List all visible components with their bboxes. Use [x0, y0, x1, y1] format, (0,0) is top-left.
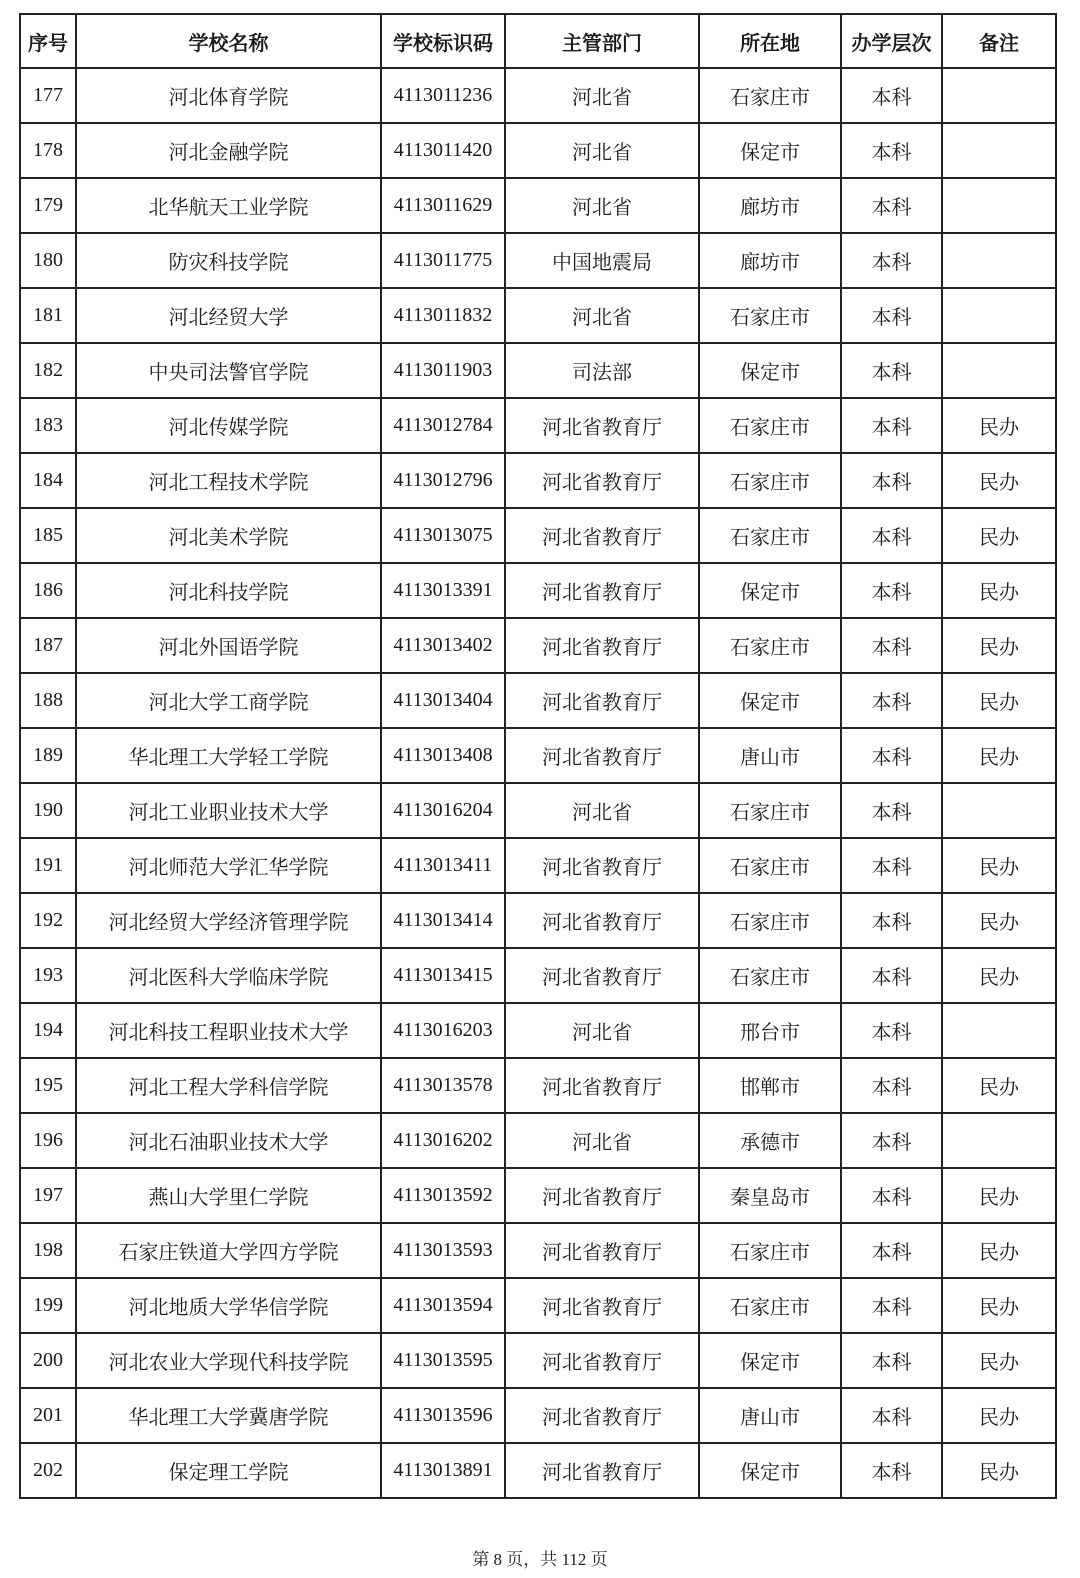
table-row [20, 1113, 1056, 1168]
header-seq: 序号 [20, 14, 76, 68]
page-number-footer: 第 8 页，共 112 页 [472, 1550, 608, 1569]
cell-authority: 河北省教育厅 [505, 618, 699, 673]
cell-location: 石家庄市 [699, 288, 841, 343]
cell-location: 石家庄市 [699, 948, 841, 1003]
cell-school-name: 河北工程技术学院 [76, 453, 381, 508]
cell-remarks: 民办 [942, 948, 1056, 1003]
cell-level: 本科 [841, 233, 942, 288]
cell-school-name: 河北地质大学华信学院 [76, 1278, 381, 1333]
cell-school-name: 河北传媒学院 [76, 398, 381, 453]
cell-seq: 187 [20, 618, 76, 673]
header-school-name: 学校名称 [76, 14, 381, 68]
table-row [20, 838, 1056, 893]
cell-authority: 河北省 [505, 1003, 699, 1058]
university-table [19, 13, 1057, 1499]
cell-authority: 中国地震局 [505, 233, 699, 288]
cell-school-code: 4113013404 [381, 673, 505, 728]
cell-authority: 河北省教育厅 [505, 508, 699, 563]
cell-school-code: 4113016203 [381, 1003, 505, 1058]
cell-level: 本科 [841, 893, 942, 948]
cell-remarks: 民办 [942, 563, 1056, 618]
cell-school-name: 防灾科技学院 [76, 233, 381, 288]
cell-remarks: 民办 [942, 1168, 1056, 1223]
cell-level: 本科 [841, 673, 942, 728]
cell-location: 石家庄市 [699, 838, 841, 893]
cell-level: 本科 [841, 1168, 942, 1223]
cell-school-code: 4113011775 [381, 233, 505, 288]
cell-authority: 河北省教育厅 [505, 1168, 699, 1223]
cell-seq: 185 [20, 508, 76, 563]
cell-location: 石家庄市 [699, 1223, 841, 1278]
cell-school-name: 河北经贸大学 [76, 288, 381, 343]
cell-authority: 河北省教育厅 [505, 1333, 699, 1388]
cell-school-name: 河北外国语学院 [76, 618, 381, 673]
cell-remarks: 民办 [942, 508, 1056, 563]
cell-remarks [942, 1003, 1056, 1058]
cell-school-code: 4113013592 [381, 1168, 505, 1223]
header-remarks: 备注 [942, 14, 1056, 68]
cell-level: 本科 [841, 728, 942, 783]
cell-seq: 193 [20, 948, 76, 1003]
cell-seq: 188 [20, 673, 76, 728]
cell-remarks [942, 343, 1056, 398]
cell-authority: 河北省教育厅 [505, 1388, 699, 1443]
cell-school-code: 4113013075 [381, 508, 505, 563]
cell-level: 本科 [841, 398, 942, 453]
table-row [20, 563, 1056, 618]
cell-authority: 河北省教育厅 [505, 728, 699, 783]
table-row [20, 1333, 1056, 1388]
cell-school-name: 华北理工大学轻工学院 [76, 728, 381, 783]
cell-location: 石家庄市 [699, 783, 841, 838]
cell-level: 本科 [841, 1223, 942, 1278]
cell-location: 秦皇岛市 [699, 1168, 841, 1223]
cell-seq: 180 [20, 233, 76, 288]
table-row [20, 508, 1056, 563]
cell-school-code: 4113012784 [381, 398, 505, 453]
cell-location: 廊坊市 [699, 233, 841, 288]
cell-location: 保定市 [699, 343, 841, 398]
cell-school-code: 4113013411 [381, 838, 505, 893]
cell-school-name: 河北金融学院 [76, 123, 381, 178]
table-row [20, 1388, 1056, 1443]
table-header-row [20, 14, 1056, 68]
cell-school-code: 4113011629 [381, 178, 505, 233]
cell-authority: 河北省教育厅 [505, 948, 699, 1003]
table-row [20, 68, 1056, 123]
cell-location: 石家庄市 [699, 893, 841, 948]
table-row [20, 178, 1056, 233]
cell-seq: 181 [20, 288, 76, 343]
cell-remarks: 民办 [942, 1058, 1056, 1113]
cell-location: 唐山市 [699, 1388, 841, 1443]
cell-school-code: 4113013402 [381, 618, 505, 673]
cell-authority: 河北省 [505, 68, 699, 123]
cell-seq: 179 [20, 178, 76, 233]
cell-authority: 河北省教育厅 [505, 1223, 699, 1278]
cell-school-code: 4113011903 [381, 343, 505, 398]
cell-authority: 司法部 [505, 343, 699, 398]
cell-school-code: 4113016204 [381, 783, 505, 838]
cell-seq: 199 [20, 1278, 76, 1333]
cell-level: 本科 [841, 123, 942, 178]
cell-authority: 河北省教育厅 [505, 673, 699, 728]
table-row [20, 728, 1056, 783]
cell-school-code: 4113013408 [381, 728, 505, 783]
cell-seq: 184 [20, 453, 76, 508]
cell-seq: 195 [20, 1058, 76, 1113]
table-row [20, 233, 1056, 288]
cell-school-name: 河北科技工程职业技术大学 [76, 1003, 381, 1058]
cell-school-name: 华北理工大学冀唐学院 [76, 1388, 381, 1443]
cell-location: 廊坊市 [699, 178, 841, 233]
cell-remarks: 民办 [942, 1223, 1056, 1278]
cell-seq: 183 [20, 398, 76, 453]
cell-school-name: 河北经贸大学经济管理学院 [76, 893, 381, 948]
cell-level: 本科 [841, 68, 942, 123]
cell-school-name: 河北师范大学汇华学院 [76, 838, 381, 893]
header-level: 办学层次 [841, 14, 942, 68]
table-row [20, 948, 1056, 1003]
cell-authority: 河北省 [505, 178, 699, 233]
cell-remarks: 民办 [942, 1278, 1056, 1333]
cell-seq: 191 [20, 838, 76, 893]
cell-school-name: 河北体育学院 [76, 68, 381, 123]
cell-authority: 河北省教育厅 [505, 1058, 699, 1113]
cell-school-name: 河北美术学院 [76, 508, 381, 563]
cell-level: 本科 [841, 618, 942, 673]
cell-level: 本科 [841, 1278, 942, 1333]
cell-seq: 201 [20, 1388, 76, 1443]
cell-school-code: 4113013593 [381, 1223, 505, 1278]
cell-location: 承德市 [699, 1113, 841, 1168]
cell-level: 本科 [841, 948, 942, 1003]
table-row [20, 1223, 1056, 1278]
table-row [20, 1168, 1056, 1223]
header-school-code: 学校标识码 [381, 14, 505, 68]
cell-authority: 河北省 [505, 783, 699, 838]
cell-authority: 河北省教育厅 [505, 838, 699, 893]
cell-location: 保定市 [699, 123, 841, 178]
cell-level: 本科 [841, 563, 942, 618]
table-row [20, 398, 1056, 453]
cell-remarks [942, 178, 1056, 233]
cell-school-code: 4113011420 [381, 123, 505, 178]
table-row [20, 673, 1056, 728]
table-row [20, 453, 1056, 508]
cell-authority: 河北省 [505, 123, 699, 178]
cell-school-code: 4113016202 [381, 1113, 505, 1168]
cell-authority: 河北省教育厅 [505, 893, 699, 948]
cell-location: 保定市 [699, 563, 841, 618]
cell-school-name: 保定理工学院 [76, 1443, 381, 1498]
cell-authority: 河北省教育厅 [505, 563, 699, 618]
table-row [20, 1443, 1056, 1498]
table-row [20, 893, 1056, 948]
cell-location: 石家庄市 [699, 398, 841, 453]
cell-authority: 河北省 [505, 1113, 699, 1168]
cell-school-name: 北华航天工业学院 [76, 178, 381, 233]
cell-level: 本科 [841, 453, 942, 508]
cell-authority: 河北省 [505, 288, 699, 343]
cell-school-name: 河北石油职业技术大学 [76, 1113, 381, 1168]
cell-school-name: 石家庄铁道大学四方学院 [76, 1223, 381, 1278]
cell-seq: 198 [20, 1223, 76, 1278]
cell-remarks: 民办 [942, 893, 1056, 948]
table-row [20, 1058, 1056, 1113]
cell-school-code: 4113011236 [381, 68, 505, 123]
cell-seq: 197 [20, 1168, 76, 1223]
header-authority: 主管部门 [505, 14, 699, 68]
cell-level: 本科 [841, 288, 942, 343]
cell-school-code: 4113013596 [381, 1388, 505, 1443]
cell-authority: 河北省教育厅 [505, 1278, 699, 1333]
cell-level: 本科 [841, 508, 942, 563]
cell-school-name: 中央司法警官学院 [76, 343, 381, 398]
cell-remarks [942, 1113, 1056, 1168]
cell-remarks: 民办 [942, 1333, 1056, 1388]
cell-location: 石家庄市 [699, 508, 841, 563]
cell-school-name: 河北工业职业技术大学 [76, 783, 381, 838]
cell-remarks [942, 288, 1056, 343]
cell-school-code: 4113013414 [381, 893, 505, 948]
cell-remarks: 民办 [942, 1443, 1056, 1498]
cell-school-code: 4113013594 [381, 1278, 505, 1333]
cell-level: 本科 [841, 343, 942, 398]
cell-level: 本科 [841, 1443, 942, 1498]
cell-remarks [942, 233, 1056, 288]
cell-location: 保定市 [699, 1333, 841, 1388]
cell-location: 石家庄市 [699, 1278, 841, 1333]
table-row [20, 1003, 1056, 1058]
table-row [20, 783, 1056, 838]
table-row [20, 1278, 1056, 1333]
cell-remarks: 民办 [942, 453, 1056, 508]
cell-remarks: 民办 [942, 618, 1056, 673]
cell-level: 本科 [841, 178, 942, 233]
cell-location: 石家庄市 [699, 618, 841, 673]
cell-location: 邢台市 [699, 1003, 841, 1058]
cell-seq: 177 [20, 68, 76, 123]
cell-school-name: 河北工程大学科信学院 [76, 1058, 381, 1113]
cell-school-name: 燕山大学里仁学院 [76, 1168, 381, 1223]
table-row [20, 618, 1056, 673]
cell-remarks [942, 68, 1056, 123]
cell-seq: 194 [20, 1003, 76, 1058]
cell-location: 保定市 [699, 1443, 841, 1498]
cell-school-code: 4113011832 [381, 288, 505, 343]
cell-seq: 192 [20, 893, 76, 948]
cell-location: 唐山市 [699, 728, 841, 783]
cell-location: 石家庄市 [699, 68, 841, 123]
cell-seq: 202 [20, 1443, 76, 1498]
cell-level: 本科 [841, 1113, 942, 1168]
cell-level: 本科 [841, 783, 942, 838]
cell-authority: 河北省教育厅 [505, 453, 699, 508]
cell-remarks: 民办 [942, 398, 1056, 453]
table-body [20, 68, 1056, 1498]
cell-school-name: 河北科技学院 [76, 563, 381, 618]
cell-level: 本科 [841, 1003, 942, 1058]
cell-seq: 196 [20, 1113, 76, 1168]
cell-school-code: 4113012796 [381, 453, 505, 508]
cell-school-name: 河北医科大学临床学院 [76, 948, 381, 1003]
cell-location: 邯郸市 [699, 1058, 841, 1113]
cell-remarks: 民办 [942, 1388, 1056, 1443]
header-location: 所在地 [699, 14, 841, 68]
table-row [20, 288, 1056, 343]
cell-school-code: 4113013578 [381, 1058, 505, 1113]
cell-school-code: 4113013595 [381, 1333, 505, 1388]
cell-location: 保定市 [699, 673, 841, 728]
cell-remarks [942, 783, 1056, 838]
cell-remarks: 民办 [942, 673, 1056, 728]
cell-school-code: 4113013391 [381, 563, 505, 618]
cell-remarks: 民办 [942, 838, 1056, 893]
cell-location: 石家庄市 [699, 453, 841, 508]
cell-level: 本科 [841, 1333, 942, 1388]
cell-remarks [942, 123, 1056, 178]
cell-seq: 178 [20, 123, 76, 178]
cell-remarks: 民办 [942, 728, 1056, 783]
cell-seq: 189 [20, 728, 76, 783]
cell-authority: 河北省教育厅 [505, 398, 699, 453]
cell-seq: 182 [20, 343, 76, 398]
cell-level: 本科 [841, 838, 942, 893]
table-row [20, 343, 1056, 398]
cell-authority: 河北省教育厅 [505, 1443, 699, 1498]
cell-school-name: 河北农业大学现代科技学院 [76, 1333, 381, 1388]
cell-school-code: 4113013891 [381, 1443, 505, 1498]
cell-seq: 190 [20, 783, 76, 838]
cell-seq: 186 [20, 563, 76, 618]
cell-school-name: 河北大学工商学院 [76, 673, 381, 728]
cell-school-code: 4113013415 [381, 948, 505, 1003]
table-row [20, 123, 1056, 178]
cell-level: 本科 [841, 1388, 942, 1443]
cell-seq: 200 [20, 1333, 76, 1388]
cell-level: 本科 [841, 1058, 942, 1113]
